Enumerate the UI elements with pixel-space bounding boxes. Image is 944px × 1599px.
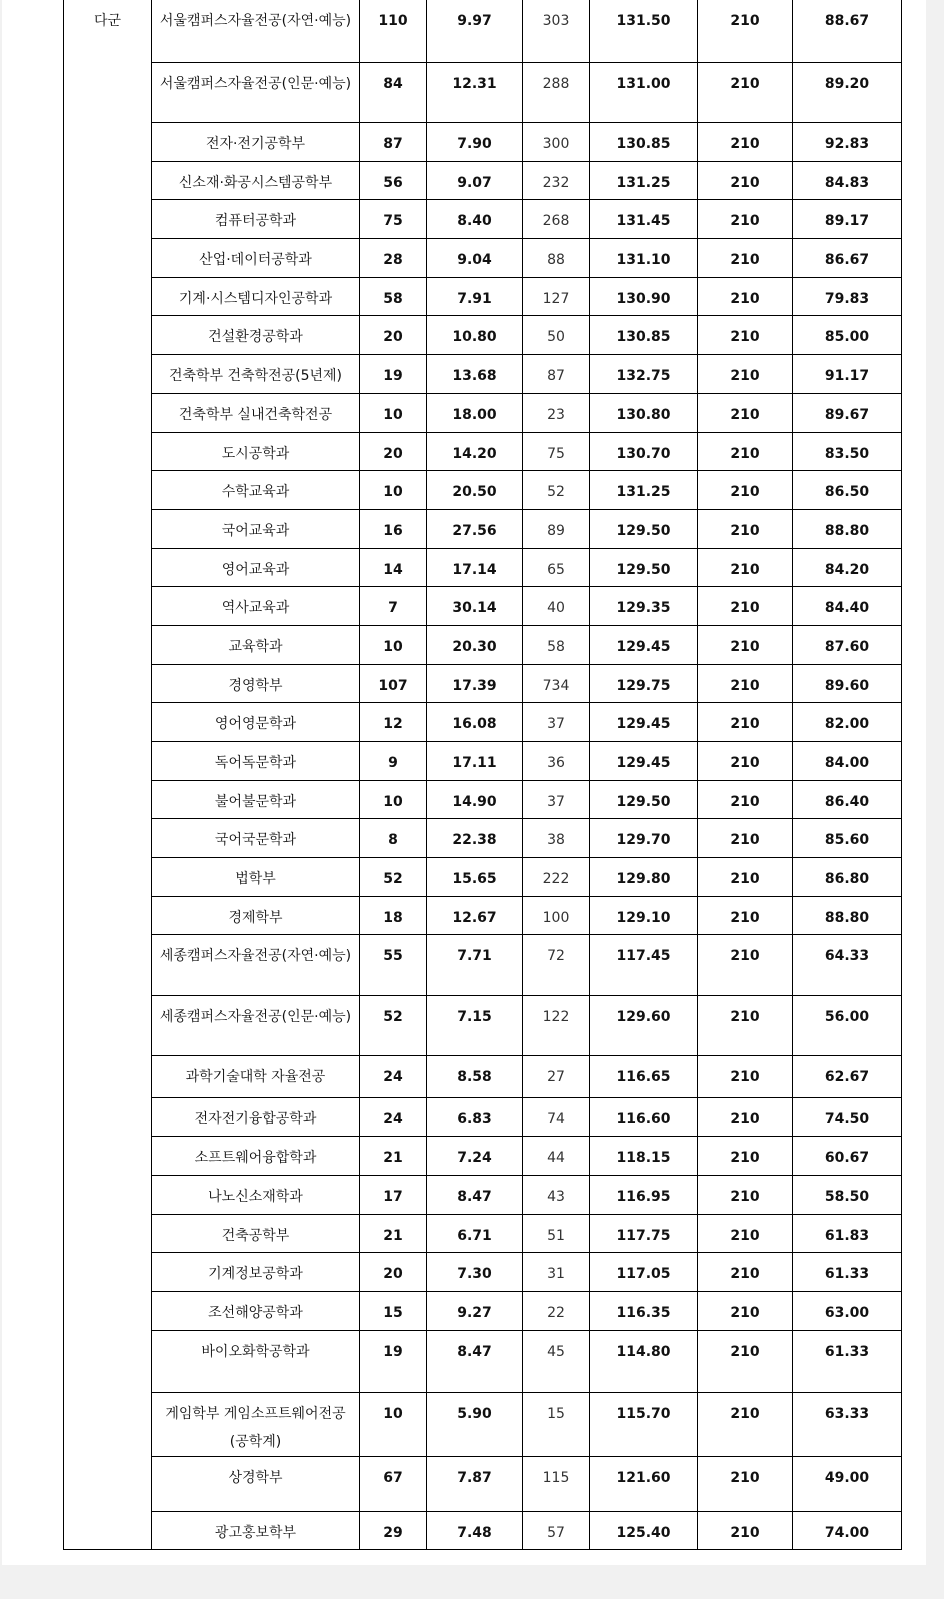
table-row: [64, 393, 902, 432]
competition-rate-cell: 6.71: [427, 1214, 523, 1253]
table-row: [64, 996, 902, 1056]
percentile-cell: 61.33: [793, 1253, 902, 1292]
table-row: [64, 548, 902, 587]
department-cell: 건설환경공학과: [152, 316, 360, 355]
applicants-cell: 36: [523, 742, 590, 781]
table-row: [64, 316, 902, 355]
max-score-cell: 210: [698, 819, 793, 858]
table-row: [64, 1291, 902, 1330]
max-score-cell: 210: [698, 896, 793, 935]
department-cell: 역사교육과: [152, 587, 360, 626]
percentile-cell: 89.60: [793, 664, 902, 703]
percentile-cell: 64.33: [793, 935, 902, 996]
competition-rate-cell: 17.11: [427, 742, 523, 781]
score-cell: 116.60: [590, 1098, 698, 1137]
percentile-cell: 84.00: [793, 742, 902, 781]
max-score-cell: 210: [698, 703, 793, 742]
applicants-cell: 87: [523, 355, 590, 394]
quota-cell: 55: [360, 935, 427, 996]
table-row: [64, 1511, 902, 1550]
max-score-cell: 210: [698, 200, 793, 239]
quota-cell: 110: [360, 0, 427, 63]
table-row: [64, 0, 902, 63]
applicants-cell: 37: [523, 780, 590, 819]
quota-cell: 10: [360, 780, 427, 819]
percentile-cell: 86.50: [793, 471, 902, 510]
quota-cell: 52: [360, 996, 427, 1056]
percentile-cell: 60.67: [793, 1137, 902, 1176]
quota-cell: 20: [360, 432, 427, 471]
table-row: [64, 509, 902, 548]
score-cell: 130.85: [590, 123, 698, 162]
applicants-cell: 52: [523, 471, 590, 510]
department-cell: 광고홍보학부: [152, 1511, 360, 1550]
competition-rate-cell: 27.56: [427, 509, 523, 548]
competition-rate-cell: 9.97: [427, 0, 523, 63]
percentile-cell: 88.80: [793, 509, 902, 548]
percentile-cell: 74.00: [793, 1511, 902, 1550]
percentile-cell: 49.00: [793, 1456, 902, 1511]
table-row: [64, 1175, 902, 1214]
table-row: [64, 625, 902, 664]
score-cell: 117.05: [590, 1253, 698, 1292]
applicants-cell: 734: [523, 664, 590, 703]
department-cell: 전자전기융합공학과: [152, 1098, 360, 1137]
quota-cell: 58: [360, 277, 427, 316]
quota-cell: 75: [360, 200, 427, 239]
quota-cell: 87: [360, 123, 427, 162]
competition-rate-cell: 7.87: [427, 1456, 523, 1511]
competition-rate-cell: 30.14: [427, 587, 523, 626]
table-row: [64, 935, 902, 996]
max-score-cell: 210: [698, 0, 793, 63]
max-score-cell: 210: [698, 1098, 793, 1137]
applicants-cell: 58: [523, 625, 590, 664]
applicants-cell: 44: [523, 1137, 590, 1176]
quota-cell: 19: [360, 355, 427, 394]
percentile-cell: 74.50: [793, 1098, 902, 1137]
competition-rate-cell: 17.39: [427, 664, 523, 703]
competition-rate-cell: 8.58: [427, 1056, 523, 1098]
competition-rate-cell: 14.20: [427, 432, 523, 471]
score-cell: 129.50: [590, 509, 698, 548]
score-cell: 130.80: [590, 393, 698, 432]
max-score-cell: 210: [698, 1175, 793, 1214]
score-cell: 116.95: [590, 1175, 698, 1214]
applicants-cell: 115: [523, 1456, 590, 1511]
table-row: [64, 896, 902, 935]
applicants-cell: 57: [523, 1511, 590, 1550]
applicants-cell: 100: [523, 896, 590, 935]
applicants-cell: 15: [523, 1392, 590, 1456]
department-cell: 산업·데이터공학과: [152, 239, 360, 278]
quota-cell: 24: [360, 1098, 427, 1137]
department-cell: 독어독문학과: [152, 742, 360, 781]
max-score-cell: 210: [698, 432, 793, 471]
competition-rate-cell: 7.30: [427, 1253, 523, 1292]
applicants-cell: 300: [523, 123, 590, 162]
percentile-cell: 63.00: [793, 1291, 902, 1330]
competition-rate-cell: 6.83: [427, 1098, 523, 1137]
percentile-cell: 58.50: [793, 1175, 902, 1214]
percentile-cell: 92.83: [793, 123, 902, 162]
department-cell: 국어교육과: [152, 509, 360, 548]
competition-rate-cell: 7.48: [427, 1511, 523, 1550]
max-score-cell: 210: [698, 1137, 793, 1176]
competition-rate-cell: 12.31: [427, 63, 523, 123]
page: [2, 0, 926, 1565]
competition-rate-cell: 14.90: [427, 780, 523, 819]
quota-cell: 20: [360, 316, 427, 355]
score-cell: 129.50: [590, 548, 698, 587]
applicants-cell: 65: [523, 548, 590, 587]
competition-rate-cell: 17.14: [427, 548, 523, 587]
quota-cell: 67: [360, 1456, 427, 1511]
percentile-cell: 89.20: [793, 63, 902, 123]
score-cell: 130.70: [590, 432, 698, 471]
score-cell: 129.70: [590, 819, 698, 858]
table-row: [64, 239, 902, 278]
quota-cell: 52: [360, 858, 427, 897]
applicants-cell: 75: [523, 432, 590, 471]
quota-cell: 10: [360, 471, 427, 510]
department-cell: 서울캠퍼스자율전공(인문·예능): [152, 63, 360, 123]
competition-rate-cell: 20.50: [427, 471, 523, 510]
competition-rate-cell: 18.00: [427, 393, 523, 432]
department-cell: 건축학부 실내건축학전공: [152, 393, 360, 432]
applicants-cell: 127: [523, 277, 590, 316]
max-score-cell: 210: [698, 355, 793, 394]
competition-rate-cell: 20.30: [427, 625, 523, 664]
score-cell: 129.35: [590, 587, 698, 626]
table-row: [64, 1456, 902, 1511]
department-cell: 바이오화학공학과: [152, 1330, 360, 1392]
quota-cell: 21: [360, 1137, 427, 1176]
table-row: [64, 1056, 902, 1098]
applicants-cell: 288: [523, 63, 590, 123]
competition-rate-cell: 9.07: [427, 161, 523, 200]
table-row: [64, 1253, 902, 1292]
max-score-cell: 210: [698, 393, 793, 432]
competition-rate-cell: 7.91: [427, 277, 523, 316]
score-cell: 129.45: [590, 703, 698, 742]
percentile-cell: 87.60: [793, 625, 902, 664]
applicants-cell: 40: [523, 587, 590, 626]
competition-rate-cell: 8.47: [427, 1175, 523, 1214]
max-score-cell: 210: [698, 1392, 793, 1456]
max-score-cell: 210: [698, 1214, 793, 1253]
table-row: [64, 664, 902, 703]
table-row: [64, 1214, 902, 1253]
applicants-cell: 303: [523, 0, 590, 63]
score-cell: 131.25: [590, 161, 698, 200]
competition-rate-cell: 9.04: [427, 239, 523, 278]
competition-rate-cell: 10.80: [427, 316, 523, 355]
table-row: [64, 587, 902, 626]
percentile-cell: 82.00: [793, 703, 902, 742]
max-score-cell: 210: [698, 277, 793, 316]
competition-rate-cell: 7.15: [427, 996, 523, 1056]
competition-rate-cell: 15.65: [427, 858, 523, 897]
quota-cell: 10: [360, 1392, 427, 1456]
department-cell: 소프트웨어융합학과: [152, 1137, 360, 1176]
score-cell: 117.45: [590, 935, 698, 996]
quota-cell: 7: [360, 587, 427, 626]
department-cell: 건축학부 건축학전공(5년제): [152, 355, 360, 394]
department-cell: 경제학부: [152, 896, 360, 935]
applicants-cell: 222: [523, 858, 590, 897]
percentile-cell: 88.67: [793, 0, 902, 63]
applicants-cell: 89: [523, 509, 590, 548]
max-score-cell: 210: [698, 742, 793, 781]
percentile-cell: 62.67: [793, 1056, 902, 1098]
applicants-cell: 88: [523, 239, 590, 278]
table-row: [64, 1137, 902, 1176]
max-score-cell: 210: [698, 1456, 793, 1511]
applicants-cell: 38: [523, 819, 590, 858]
applicants-cell: 74: [523, 1098, 590, 1137]
table-row: [64, 123, 902, 162]
applicants-cell: 31: [523, 1253, 590, 1292]
department-cell: 나노신소재학과: [152, 1175, 360, 1214]
department-cell: 불어불문학과: [152, 780, 360, 819]
percentile-cell: 86.67: [793, 239, 902, 278]
max-score-cell: 210: [698, 509, 793, 548]
max-score-cell: 210: [698, 316, 793, 355]
department-cell: 국어국문학과: [152, 819, 360, 858]
quota-cell: 24: [360, 1056, 427, 1098]
quota-cell: 18: [360, 896, 427, 935]
score-cell: 131.45: [590, 200, 698, 239]
department-cell: 영어영문학과: [152, 703, 360, 742]
competition-rate-cell: 8.47: [427, 1330, 523, 1392]
applicants-cell: 43: [523, 1175, 590, 1214]
max-score-cell: 210: [698, 161, 793, 200]
percentile-cell: 79.83: [793, 277, 902, 316]
quota-cell: 20: [360, 1253, 427, 1292]
table-row: [64, 819, 902, 858]
score-cell: 131.00: [590, 63, 698, 123]
score-cell: 125.40: [590, 1511, 698, 1550]
applicants-cell: 72: [523, 935, 590, 996]
department-cell: 세종캠퍼스자율전공(인문·예능): [152, 996, 360, 1056]
competition-rate-cell: 7.24: [427, 1137, 523, 1176]
table-row: [64, 432, 902, 471]
score-cell: 118.15: [590, 1137, 698, 1176]
department-cell: 건축공학부: [152, 1214, 360, 1253]
quota-cell: 16: [360, 509, 427, 548]
table-row: [64, 161, 902, 200]
percentile-cell: 61.33: [793, 1330, 902, 1392]
table-row: [64, 1392, 902, 1456]
percentile-cell: 85.00: [793, 316, 902, 355]
max-score-cell: 210: [698, 1291, 793, 1330]
department-cell: 컴퓨터공학과: [152, 200, 360, 239]
applicants-cell: 122: [523, 996, 590, 1056]
percentile-cell: 86.40: [793, 780, 902, 819]
percentile-cell: 88.80: [793, 896, 902, 935]
quota-cell: 10: [360, 625, 427, 664]
max-score-cell: 210: [698, 1253, 793, 1292]
department-cell: 교육학과: [152, 625, 360, 664]
admission-results-table: [63, 0, 902, 1550]
score-cell: 129.10: [590, 896, 698, 935]
score-cell: 115.70: [590, 1392, 698, 1456]
score-cell: 129.45: [590, 625, 698, 664]
percentile-cell: 83.50: [793, 432, 902, 471]
department-cell: 도시공학과: [152, 432, 360, 471]
max-score-cell: 210: [698, 625, 793, 664]
score-cell: 129.50: [590, 780, 698, 819]
score-cell: 114.80: [590, 1330, 698, 1392]
department-cell: 영어교육과: [152, 548, 360, 587]
department-cell: 신소재·화공시스템공학부: [152, 161, 360, 200]
max-score-cell: 210: [698, 548, 793, 587]
max-score-cell: 210: [698, 780, 793, 819]
max-score-cell: 210: [698, 239, 793, 278]
max-score-cell: 210: [698, 664, 793, 703]
max-score-cell: 210: [698, 858, 793, 897]
competition-rate-cell: 13.68: [427, 355, 523, 394]
table-row: [64, 471, 902, 510]
quota-cell: 10: [360, 393, 427, 432]
department-cell: 수학교육과: [152, 471, 360, 510]
quota-cell: 14: [360, 548, 427, 587]
table-row: [64, 742, 902, 781]
competition-rate-cell: 7.71: [427, 935, 523, 996]
competition-rate-cell: 9.27: [427, 1291, 523, 1330]
score-cell: 116.35: [590, 1291, 698, 1330]
department-cell: 상경학부: [152, 1456, 360, 1511]
table-row: [64, 1330, 902, 1392]
percentile-cell: 91.17: [793, 355, 902, 394]
quota-cell: 17: [360, 1175, 427, 1214]
percentile-cell: 84.20: [793, 548, 902, 587]
score-cell: 130.90: [590, 277, 698, 316]
quota-cell: 29: [360, 1511, 427, 1550]
score-cell: 131.50: [590, 0, 698, 63]
department-cell: 경영학부: [152, 664, 360, 703]
percentile-cell: 85.60: [793, 819, 902, 858]
quota-cell: 84: [360, 63, 427, 123]
max-score-cell: 210: [698, 471, 793, 510]
score-cell: 116.65: [590, 1056, 698, 1098]
quota-cell: 15: [360, 1291, 427, 1330]
quota-cell: 9: [360, 742, 427, 781]
department-cell: 조선해양공학과: [152, 1291, 360, 1330]
table-row: [64, 355, 902, 394]
competition-rate-cell: 8.40: [427, 200, 523, 239]
applicants-cell: 51: [523, 1214, 590, 1253]
applicants-cell: 50: [523, 316, 590, 355]
max-score-cell: 210: [698, 996, 793, 1056]
score-cell: 131.10: [590, 239, 698, 278]
percentile-cell: 56.00: [793, 996, 902, 1056]
group-cell: 다군: [64, 0, 152, 1550]
quota-cell: 56: [360, 161, 427, 200]
score-cell: 129.60: [590, 996, 698, 1056]
department-cell: 서울캠퍼스자율전공(자연·예능): [152, 0, 360, 63]
score-cell: 117.75: [590, 1214, 698, 1253]
applicants-cell: 23: [523, 393, 590, 432]
max-score-cell: 210: [698, 63, 793, 123]
applicants-cell: 22: [523, 1291, 590, 1330]
competition-rate-cell: 7.90: [427, 123, 523, 162]
table-row: [64, 200, 902, 239]
department-cell: 법학부: [152, 858, 360, 897]
max-score-cell: 210: [698, 123, 793, 162]
competition-rate-cell: 12.67: [427, 896, 523, 935]
percentile-cell: 89.17: [793, 200, 902, 239]
quota-cell: 8: [360, 819, 427, 858]
percentile-cell: 84.83: [793, 161, 902, 200]
table-row: [64, 277, 902, 316]
applicants-cell: 232: [523, 161, 590, 200]
quota-cell: 28: [360, 239, 427, 278]
department-cell: 기계·시스템디자인공학과: [152, 277, 360, 316]
table-row: [64, 703, 902, 742]
applicants-cell: 27: [523, 1056, 590, 1098]
percentile-cell: 61.83: [793, 1214, 902, 1253]
applicants-cell: 45: [523, 1330, 590, 1392]
competition-rate-cell: 5.90: [427, 1392, 523, 1456]
max-score-cell: 210: [698, 1511, 793, 1550]
quota-cell: 21: [360, 1214, 427, 1253]
max-score-cell: 210: [698, 1330, 793, 1392]
quota-cell: 12: [360, 703, 427, 742]
quota-cell: 19: [360, 1330, 427, 1392]
table-row: [64, 780, 902, 819]
percentile-cell: 86.80: [793, 858, 902, 897]
quota-cell: 107: [360, 664, 427, 703]
department-cell: 세종캠퍼스자율전공(자연·예능): [152, 935, 360, 996]
score-cell: 129.80: [590, 858, 698, 897]
score-cell: 129.45: [590, 742, 698, 781]
percentile-cell: 89.67: [793, 393, 902, 432]
percentile-cell: 84.40: [793, 587, 902, 626]
applicants-cell: 268: [523, 200, 590, 239]
applicants-cell: 37: [523, 703, 590, 742]
max-score-cell: 210: [698, 1056, 793, 1098]
table-row: [64, 858, 902, 897]
department-cell: 게임학부 게임소프트웨어전공(공학계): [152, 1392, 360, 1456]
department-cell: 기계정보공학과: [152, 1253, 360, 1292]
competition-rate-cell: 16.08: [427, 703, 523, 742]
table-row: [64, 1098, 902, 1137]
table-row: [64, 63, 902, 123]
score-cell: 129.75: [590, 664, 698, 703]
score-cell: 132.75: [590, 355, 698, 394]
percentile-cell: 63.33: [793, 1392, 902, 1456]
department-cell: 전자·전기공학부: [152, 123, 360, 162]
score-cell: 130.85: [590, 316, 698, 355]
score-cell: 131.25: [590, 471, 698, 510]
score-cell: 121.60: [590, 1456, 698, 1511]
competition-rate-cell: 22.38: [427, 819, 523, 858]
max-score-cell: 210: [698, 587, 793, 626]
max-score-cell: 210: [698, 935, 793, 996]
department-cell: 과학기술대학 자율전공: [152, 1056, 360, 1098]
